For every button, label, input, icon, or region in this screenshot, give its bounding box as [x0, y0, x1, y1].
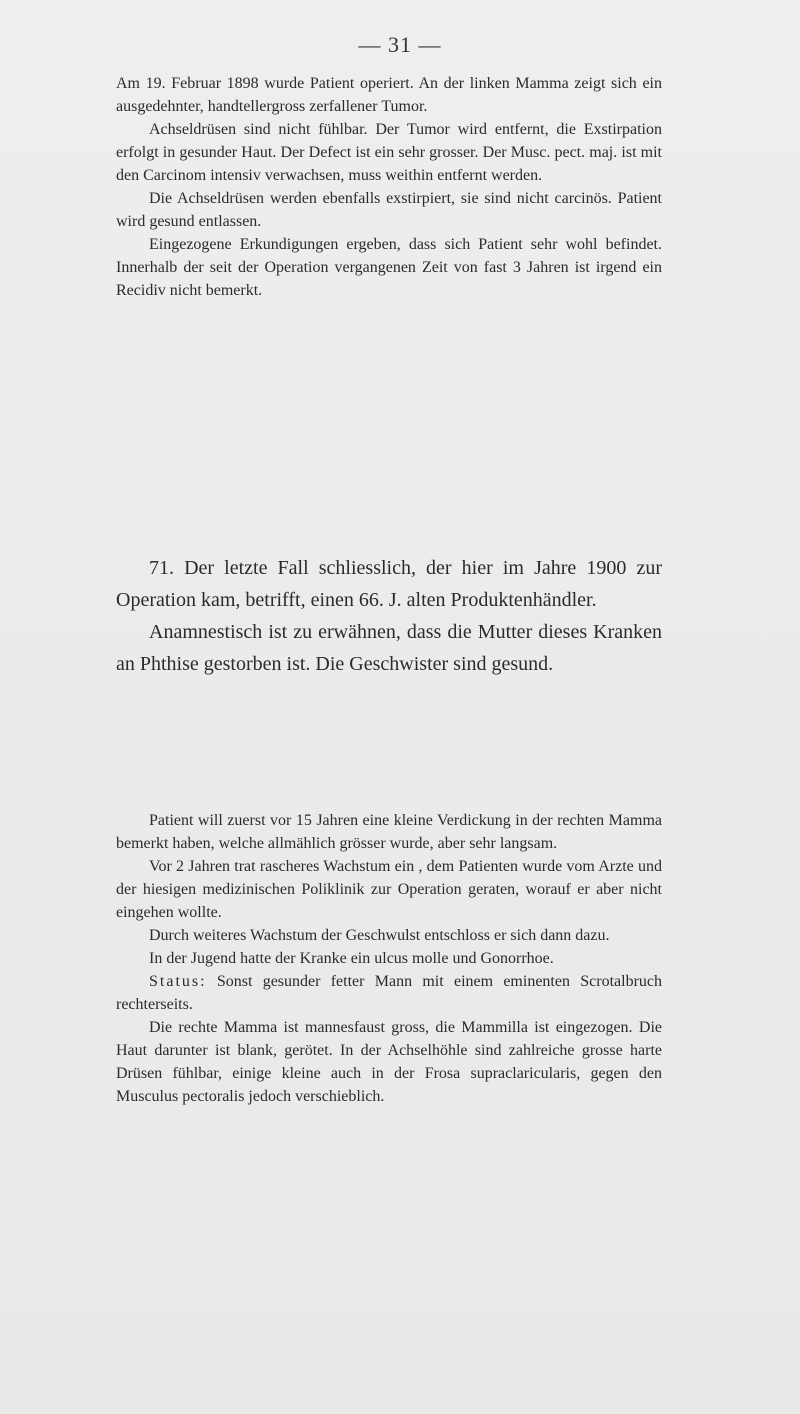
case-70-report: [116, 72, 662, 302]
paragraph-decision: Durch weiteres Wachstum der Geschwulst entschloss er sich dann dazu.: [149, 927, 610, 944]
case-71-report: [116, 809, 662, 1108]
paragraph-status: [116, 970, 662, 1016]
status-label: Status:: [149, 973, 207, 990]
paragraph-follow-up: Eingezogene Erkundigungen ergeben, dass sich Patient sehr wohl befindet. Innerhalb der seit der Operation vergangenen Zeit von fast 3 Jahren ist irgend ein Recidiv nicht bemerkt.: [116, 236, 662, 299]
paragraph-growth: Vor 2 Jahren trat rascheres Wachstum ein , dem Patienten wurde vom Arzte und der hiesigen medizinischen Poliklinik zur Operation geraten, worauf er aber nicht eingehen wollte.: [116, 858, 662, 921]
paragraph-axillary-glands: Achseldrüsen sind nicht fühlbar. Der Tumor wird entfernt, die Exstirpation erfolgt in gesunder Haut. Der Defect ist ein sehr grosser. Der Musc. pect. maj. ist mit den Carcinom intensiv verwachsen, muss weithin entfernt werden.: [116, 121, 662, 184]
paragraph-youth: In der Jugend hatte der Kranke ein ulcus molle und Gonorrhoe.: [149, 950, 554, 967]
paragraph-operation: Am 19. Februar 1898 wurde Patient operiert. An der linken Mamma zeigt sich ein ausgedehnter, handtellergross zerfallener Tumor.: [116, 75, 662, 115]
paragraph-history: Patient will zuerst vor 15 Jahren eine kleine Verdickung in der rechten Mamma bemerkt haben, welche allmählich grösser wurde, aber sehr langsam.: [116, 812, 662, 852]
status-text: Sonst gesunder fetter Mann mit einem eminenten Scrotalbruch rechterseits.: [116, 973, 662, 1013]
paragraph-exstirpation: Die Achseldrüsen werden ebenfalls exstirpiert, sie sind nicht carcinös. Patient wird gesund entlassen.: [116, 190, 662, 230]
case-71-intro: [116, 552, 662, 680]
case-71-anamnesis: Anamnestisch ist zu erwähnen, dass die Mutter dieses Kranken an Phthise gestorben ist. Die Geschwister sind gesund.: [116, 621, 662, 675]
paragraph-findings: Die rechte Mamma ist mannesfaust gross, die Mammilla ist eingezogen. Die Haut darunter ist blank, gerötet. In der Achselhöhle sind zahlreiche grosse harte Drüsen fühlbar, einige kleine auch in der Frosa supraclaricularis, gegen den Musculus pectoralis jedoch verschieblich.: [116, 1019, 662, 1105]
page-number: — 31 —: [358, 32, 442, 57]
case-71-heading: 71. Der letzte Fall schliesslich, der hier im Jahre 1900 zur Operation kam, betrifft, einen 66. J. alten Produktenhändler.: [116, 557, 662, 611]
